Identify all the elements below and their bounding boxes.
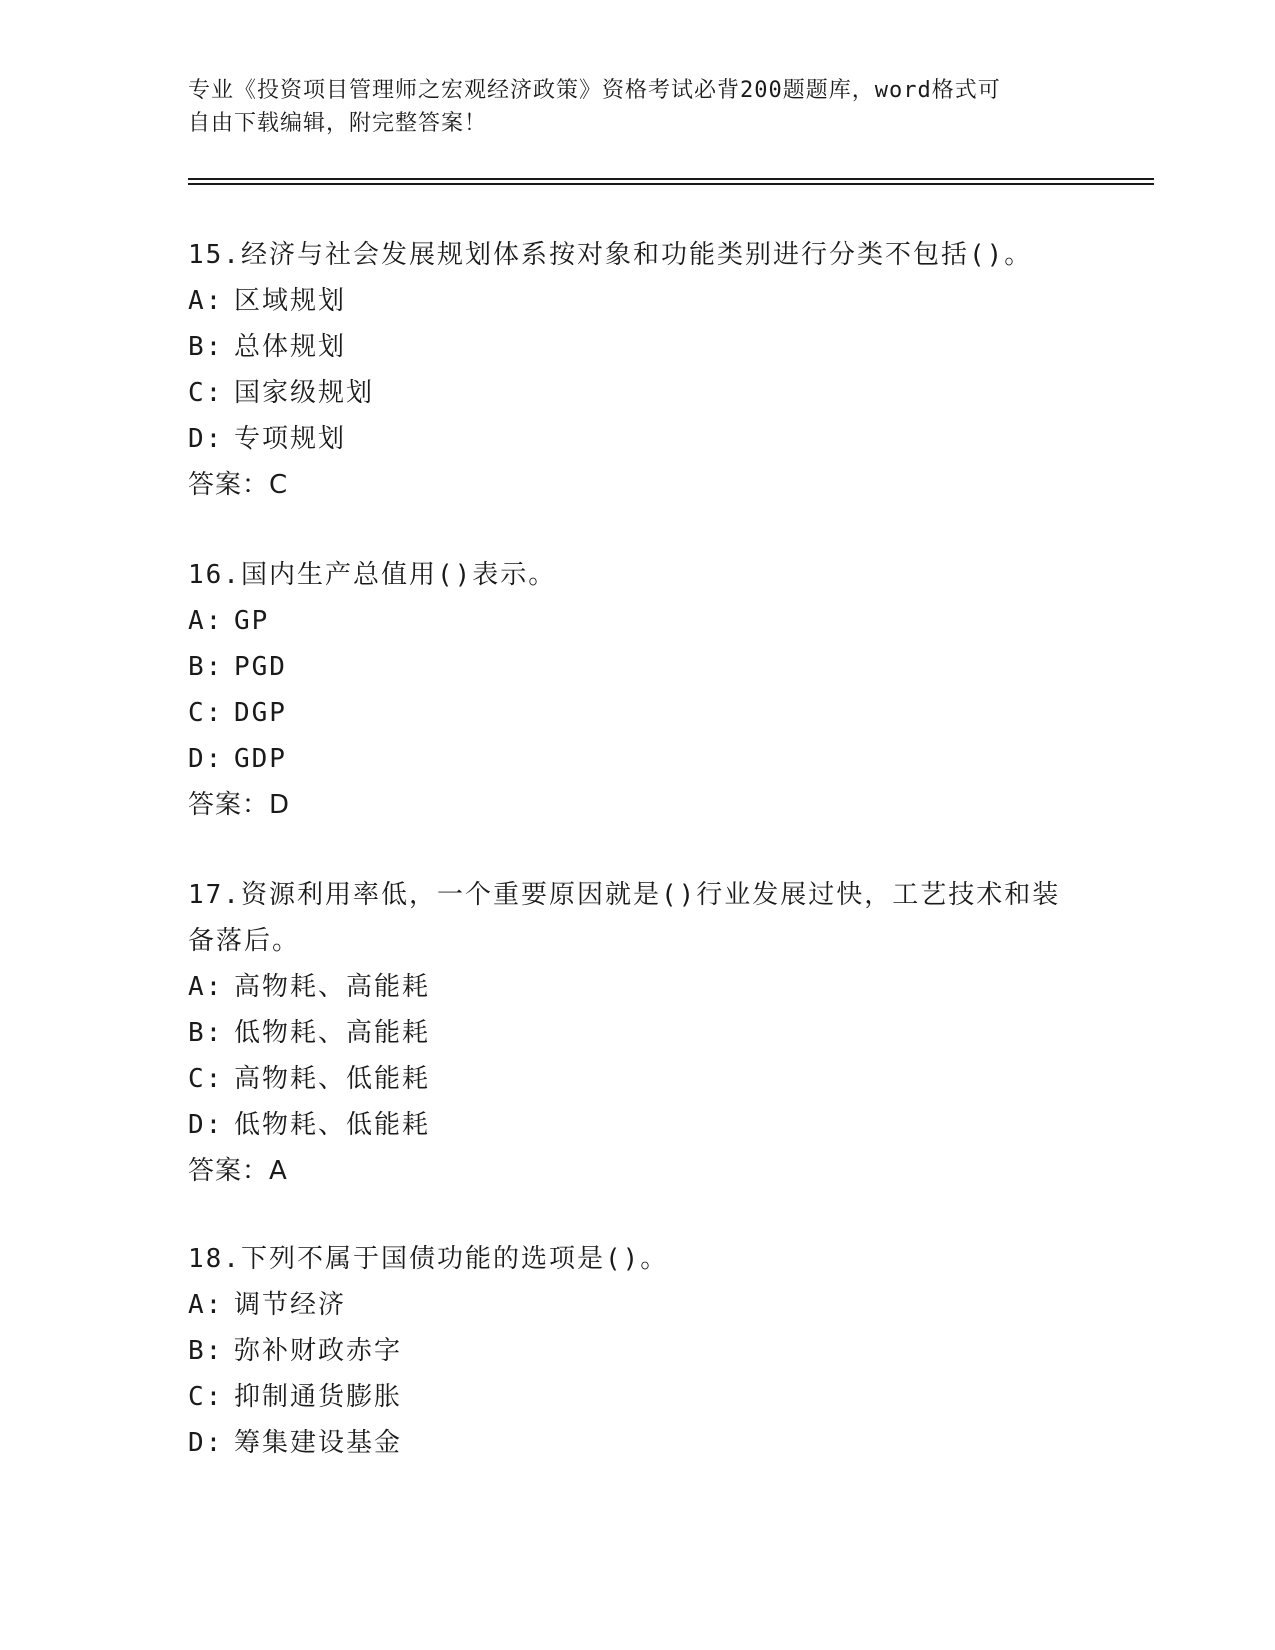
option-text: 国家级规划 xyxy=(234,378,375,408)
option-text: 抑制通货膨胀 xyxy=(234,1382,403,1412)
option-text: 调节经济 xyxy=(234,1290,347,1320)
option-text: 区域规划 xyxy=(234,286,347,316)
option-d xyxy=(188,736,1088,782)
option-key: D: xyxy=(188,424,224,454)
option-text: GDP xyxy=(234,744,287,774)
answer: 答案：A xyxy=(188,1156,288,1186)
option-c xyxy=(188,1056,1088,1102)
option-d xyxy=(188,1102,1088,1148)
option-key: C: xyxy=(188,1382,224,1412)
option-text: 高物耗、低能耗 xyxy=(234,1064,431,1094)
option-text: PGD xyxy=(234,652,287,682)
option-key: C: xyxy=(188,1064,224,1094)
option-key: B: xyxy=(188,652,224,682)
header-divider-bottom xyxy=(188,183,1154,185)
option-text: 专项规划 xyxy=(234,424,347,454)
option-a xyxy=(188,598,1088,644)
option-c xyxy=(188,1374,1088,1420)
option-a xyxy=(188,964,1088,1010)
question-18 xyxy=(188,1236,1088,1466)
answer: 答案：C xyxy=(188,470,289,500)
option-text: 高物耗、高能耗 xyxy=(234,972,431,1002)
option-key: B: xyxy=(188,332,224,362)
question-title: 18.下列不属于国债功能的选项是()。 xyxy=(188,1244,669,1274)
answer: 答案：D xyxy=(188,790,291,820)
option-c xyxy=(188,370,1088,416)
option-a xyxy=(188,278,1088,324)
option-key: A: xyxy=(188,286,224,316)
question-15 xyxy=(188,232,1088,508)
option-text: DGP xyxy=(234,698,287,728)
header-divider-top xyxy=(188,178,1154,180)
option-text: 筹集建设基金 xyxy=(234,1428,403,1458)
option-b xyxy=(188,1328,1088,1374)
option-key: C: xyxy=(188,378,224,408)
option-b xyxy=(188,1010,1088,1056)
option-key: A: xyxy=(188,1290,224,1320)
option-b xyxy=(188,644,1088,690)
option-key: D: xyxy=(188,1110,224,1140)
option-key: B: xyxy=(188,1336,224,1366)
option-c xyxy=(188,690,1088,736)
document-header xyxy=(188,74,1088,140)
option-a xyxy=(188,1282,1088,1328)
header-line-1: 专业《投资项目管理师之宏观经济政策》资格考试必背200题题库，word格式可 xyxy=(188,78,1001,103)
option-text: 低物耗、高能耗 xyxy=(234,1018,431,1048)
question-title-line-2: 备落后。 xyxy=(188,926,301,956)
question-title-line-1: 17.资源利用率低，一个重要原因就是()行业发展过快，工艺技术和装 xyxy=(188,880,1061,910)
option-text: 弥补财政赤字 xyxy=(234,1336,403,1366)
question-17 xyxy=(188,872,1088,1194)
option-d xyxy=(188,1420,1088,1466)
option-key: C: xyxy=(188,698,224,728)
option-key: D: xyxy=(188,744,224,774)
option-d xyxy=(188,416,1088,462)
option-text: 总体规划 xyxy=(234,332,347,362)
question-16 xyxy=(188,552,1088,828)
option-b xyxy=(188,324,1088,370)
header-line-2: 自由下载编辑，附完整答案！ xyxy=(188,111,488,136)
question-title: 16.国内生产总值用()表示。 xyxy=(188,560,557,590)
option-key: D: xyxy=(188,1428,224,1458)
option-text: 低物耗、低能耗 xyxy=(234,1110,431,1140)
question-title: 15.经济与社会发展规划体系按对象和功能类别进行分类不包括()。 xyxy=(188,240,1033,270)
option-text: GP xyxy=(234,606,270,636)
option-key: A: xyxy=(188,972,224,1002)
option-key: B: xyxy=(188,1018,224,1048)
option-key: A: xyxy=(188,606,224,636)
